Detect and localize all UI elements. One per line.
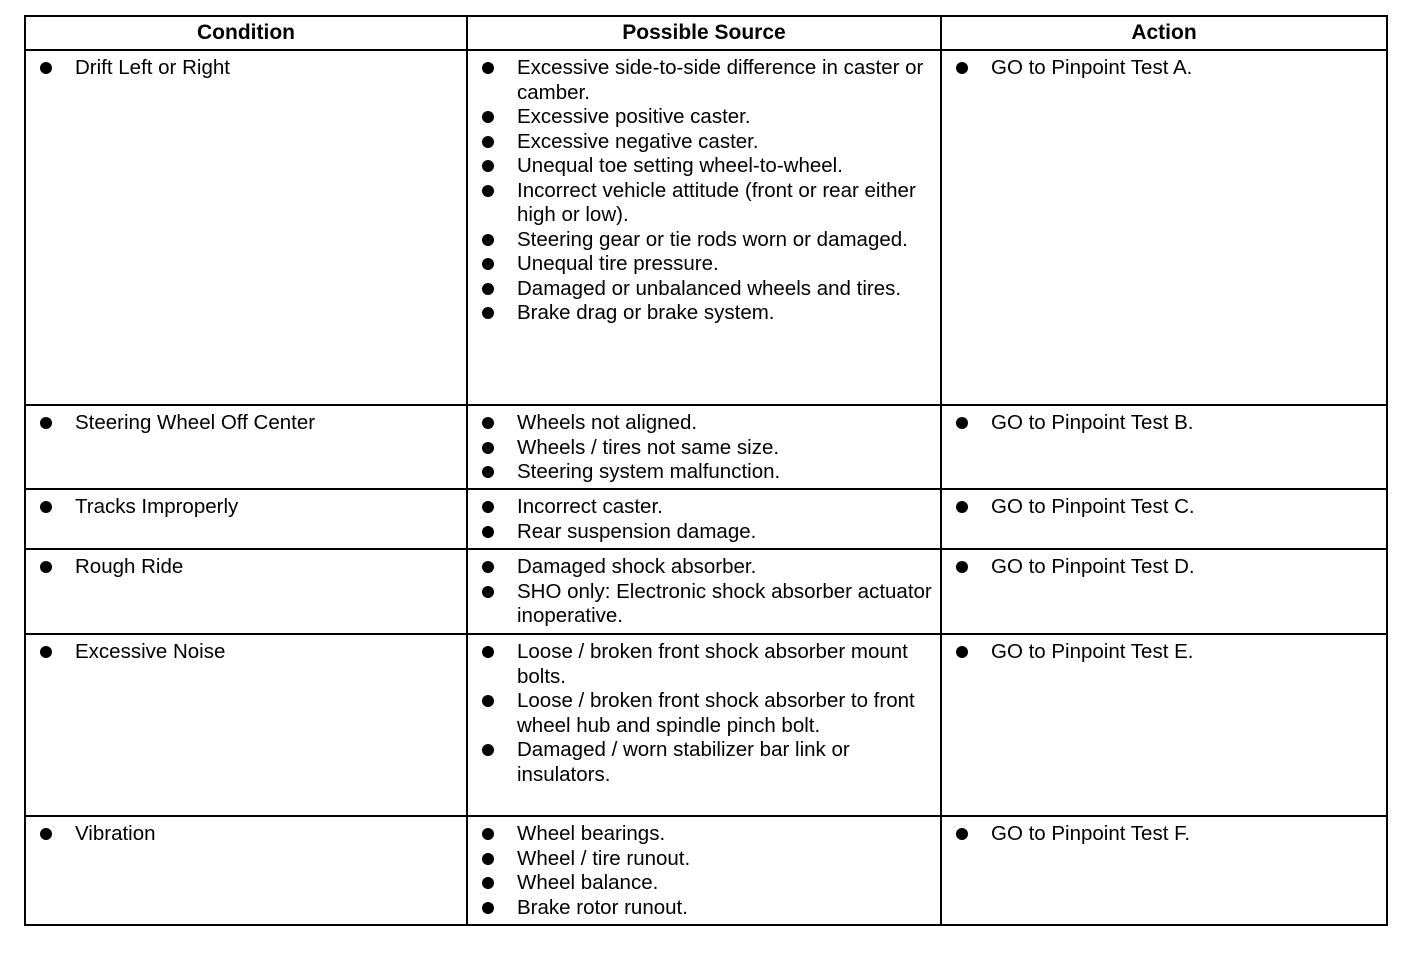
source-cell xyxy=(467,489,941,549)
bullet-icon xyxy=(482,902,494,914)
source-text: Rear suspension damage. xyxy=(517,519,757,543)
source-text: Wheels / tires not same size. xyxy=(517,435,780,459)
source-text: Brake drag or brake system. xyxy=(517,301,775,324)
list-item xyxy=(952,56,1378,81)
list-item xyxy=(478,411,932,436)
list-item xyxy=(478,822,932,847)
bullet-icon xyxy=(482,307,494,319)
bullet-icon xyxy=(482,828,494,840)
action-text: GO to Pinpoint Test A. xyxy=(991,56,1193,79)
list-item xyxy=(36,56,458,81)
bullet-icon xyxy=(956,561,968,573)
list-item xyxy=(478,896,932,921)
list-item xyxy=(478,520,932,545)
source-text: Wheels not aligned. xyxy=(517,411,698,434)
list-item xyxy=(36,555,458,580)
condition-text: Drift Left or Right xyxy=(75,56,230,79)
list-item xyxy=(478,228,932,253)
list-item xyxy=(478,252,932,277)
bullet-icon xyxy=(956,828,968,840)
table-row xyxy=(25,405,1387,489)
table-row xyxy=(25,50,1387,405)
condition-cell xyxy=(25,50,467,405)
source-text: Damaged shock absorber. xyxy=(517,555,757,578)
list-item xyxy=(478,56,932,105)
bullet-icon xyxy=(482,853,494,865)
bullet-icon xyxy=(40,501,52,513)
list-item xyxy=(478,580,932,629)
list-item xyxy=(478,436,932,461)
action-text: GO to Pinpoint Test E. xyxy=(991,640,1194,663)
bullet-icon xyxy=(482,160,494,172)
list-item xyxy=(478,555,932,580)
condition-text: Rough Ride xyxy=(75,555,184,578)
bullet-icon xyxy=(482,185,494,197)
bullet-icon xyxy=(482,695,494,707)
list-item xyxy=(36,640,458,665)
list-item xyxy=(478,738,932,787)
bullet-icon xyxy=(40,646,52,658)
list-item xyxy=(478,130,932,155)
list-item xyxy=(478,179,932,228)
bullet-icon xyxy=(482,111,494,123)
condition-cell xyxy=(25,489,467,549)
bullet-icon xyxy=(956,646,968,658)
list-item xyxy=(478,277,932,302)
list-item xyxy=(952,411,1378,436)
list-item xyxy=(952,822,1378,847)
bullet-icon xyxy=(482,62,494,74)
source-text: Damaged or unbalanced wheels and tires. xyxy=(517,276,902,300)
list-item xyxy=(478,689,932,738)
list-item xyxy=(36,411,458,436)
header-row xyxy=(25,16,1387,50)
bullet-icon xyxy=(482,561,494,573)
action-cell xyxy=(941,489,1387,549)
source-text: Wheel balance. xyxy=(517,871,659,894)
condition-cell xyxy=(25,816,467,925)
list-item xyxy=(478,640,932,689)
list-item xyxy=(478,460,932,485)
bullet-icon xyxy=(482,526,494,538)
source-text: Excessive side-to-side difference in caster or camber. xyxy=(517,56,924,104)
list-item xyxy=(36,822,458,847)
bullet-icon xyxy=(482,283,494,295)
source-cell xyxy=(467,549,941,634)
list-item xyxy=(952,555,1378,580)
source-text: SHO only: Electronic shock absorber actuator inoperative. xyxy=(517,579,932,627)
bullet-icon xyxy=(482,417,494,429)
table-row xyxy=(25,549,1387,634)
bullet-icon xyxy=(956,62,968,74)
bullet-icon xyxy=(482,258,494,270)
bullet-icon xyxy=(40,828,52,840)
bullet-icon xyxy=(482,877,494,889)
source-text: Incorrect vehicle attitude (front or rear either high or low). xyxy=(517,178,916,226)
source-text: Steering gear or tie rods worn or damaged. xyxy=(517,227,908,251)
source-text: Wheel / tire runout. xyxy=(517,846,691,870)
list-item xyxy=(478,495,932,520)
list-item xyxy=(478,105,932,130)
diagnosis-table xyxy=(24,15,1388,926)
condition-text: Excessive Noise xyxy=(75,640,226,663)
bullet-icon xyxy=(40,561,52,573)
bullet-icon xyxy=(482,744,494,756)
action-text: GO to Pinpoint Test D. xyxy=(991,555,1195,578)
header-possible-source: Possible Source xyxy=(467,16,941,50)
bullet-icon xyxy=(40,417,52,429)
bullet-icon xyxy=(956,417,968,429)
action-cell xyxy=(941,816,1387,925)
source-text: Unequal toe setting wheel-to-wheel. xyxy=(517,154,843,177)
list-item xyxy=(478,871,932,896)
source-text: Damaged / worn stabilizer bar link or insulators. xyxy=(517,738,850,786)
bullet-icon xyxy=(482,442,494,454)
source-cell xyxy=(467,405,941,489)
bullet-icon xyxy=(482,234,494,246)
header-action: Action xyxy=(941,16,1387,50)
bullet-icon xyxy=(482,646,494,658)
source-cell xyxy=(467,634,941,816)
source-text: Unequal tire pressure. xyxy=(517,252,719,275)
source-cell xyxy=(467,50,941,405)
list-item xyxy=(478,301,932,326)
list-item xyxy=(478,847,932,872)
condition-text: Steering Wheel Off Center xyxy=(75,411,316,434)
action-text: GO to Pinpoint Test F. xyxy=(991,822,1191,845)
source-text: Brake rotor runout. xyxy=(517,895,688,919)
condition-cell xyxy=(25,405,467,489)
table-row xyxy=(25,489,1387,549)
table-row xyxy=(25,816,1387,925)
condition-text: Tracks Improperly xyxy=(75,495,239,518)
action-cell xyxy=(941,405,1387,489)
bullet-icon xyxy=(482,586,494,598)
source-text: Excessive positive caster. xyxy=(517,105,751,128)
condition-text: Vibration xyxy=(75,822,156,845)
bullet-icon xyxy=(956,501,968,513)
source-text: Loose / broken front shock absorber mount bolts. xyxy=(517,640,908,688)
condition-cell xyxy=(25,549,467,634)
action-cell xyxy=(941,634,1387,816)
action-text: GO to Pinpoint Test B. xyxy=(991,411,1194,434)
action-cell xyxy=(941,549,1387,634)
header-condition: Condition xyxy=(25,16,467,50)
condition-cell xyxy=(25,634,467,816)
source-text: Steering system malfunction. xyxy=(517,460,781,483)
source-text: Wheel bearings. xyxy=(517,822,666,845)
table-row xyxy=(25,634,1387,816)
list-item xyxy=(952,495,1378,520)
bullet-icon xyxy=(40,62,52,74)
list-item xyxy=(36,495,458,520)
source-text: Incorrect caster. xyxy=(517,495,663,518)
bullet-icon xyxy=(482,466,494,478)
source-text: Loose / broken front shock absorber to front wheel hub and spindle pinch bolt. xyxy=(517,689,915,737)
list-item xyxy=(478,154,932,179)
bullet-icon xyxy=(482,501,494,513)
bullet-icon xyxy=(482,136,494,148)
source-cell xyxy=(467,816,941,925)
source-text: Excessive negative caster. xyxy=(517,129,759,153)
action-text: GO to Pinpoint Test C. xyxy=(991,495,1195,518)
action-cell xyxy=(941,50,1387,405)
list-item xyxy=(952,640,1378,665)
